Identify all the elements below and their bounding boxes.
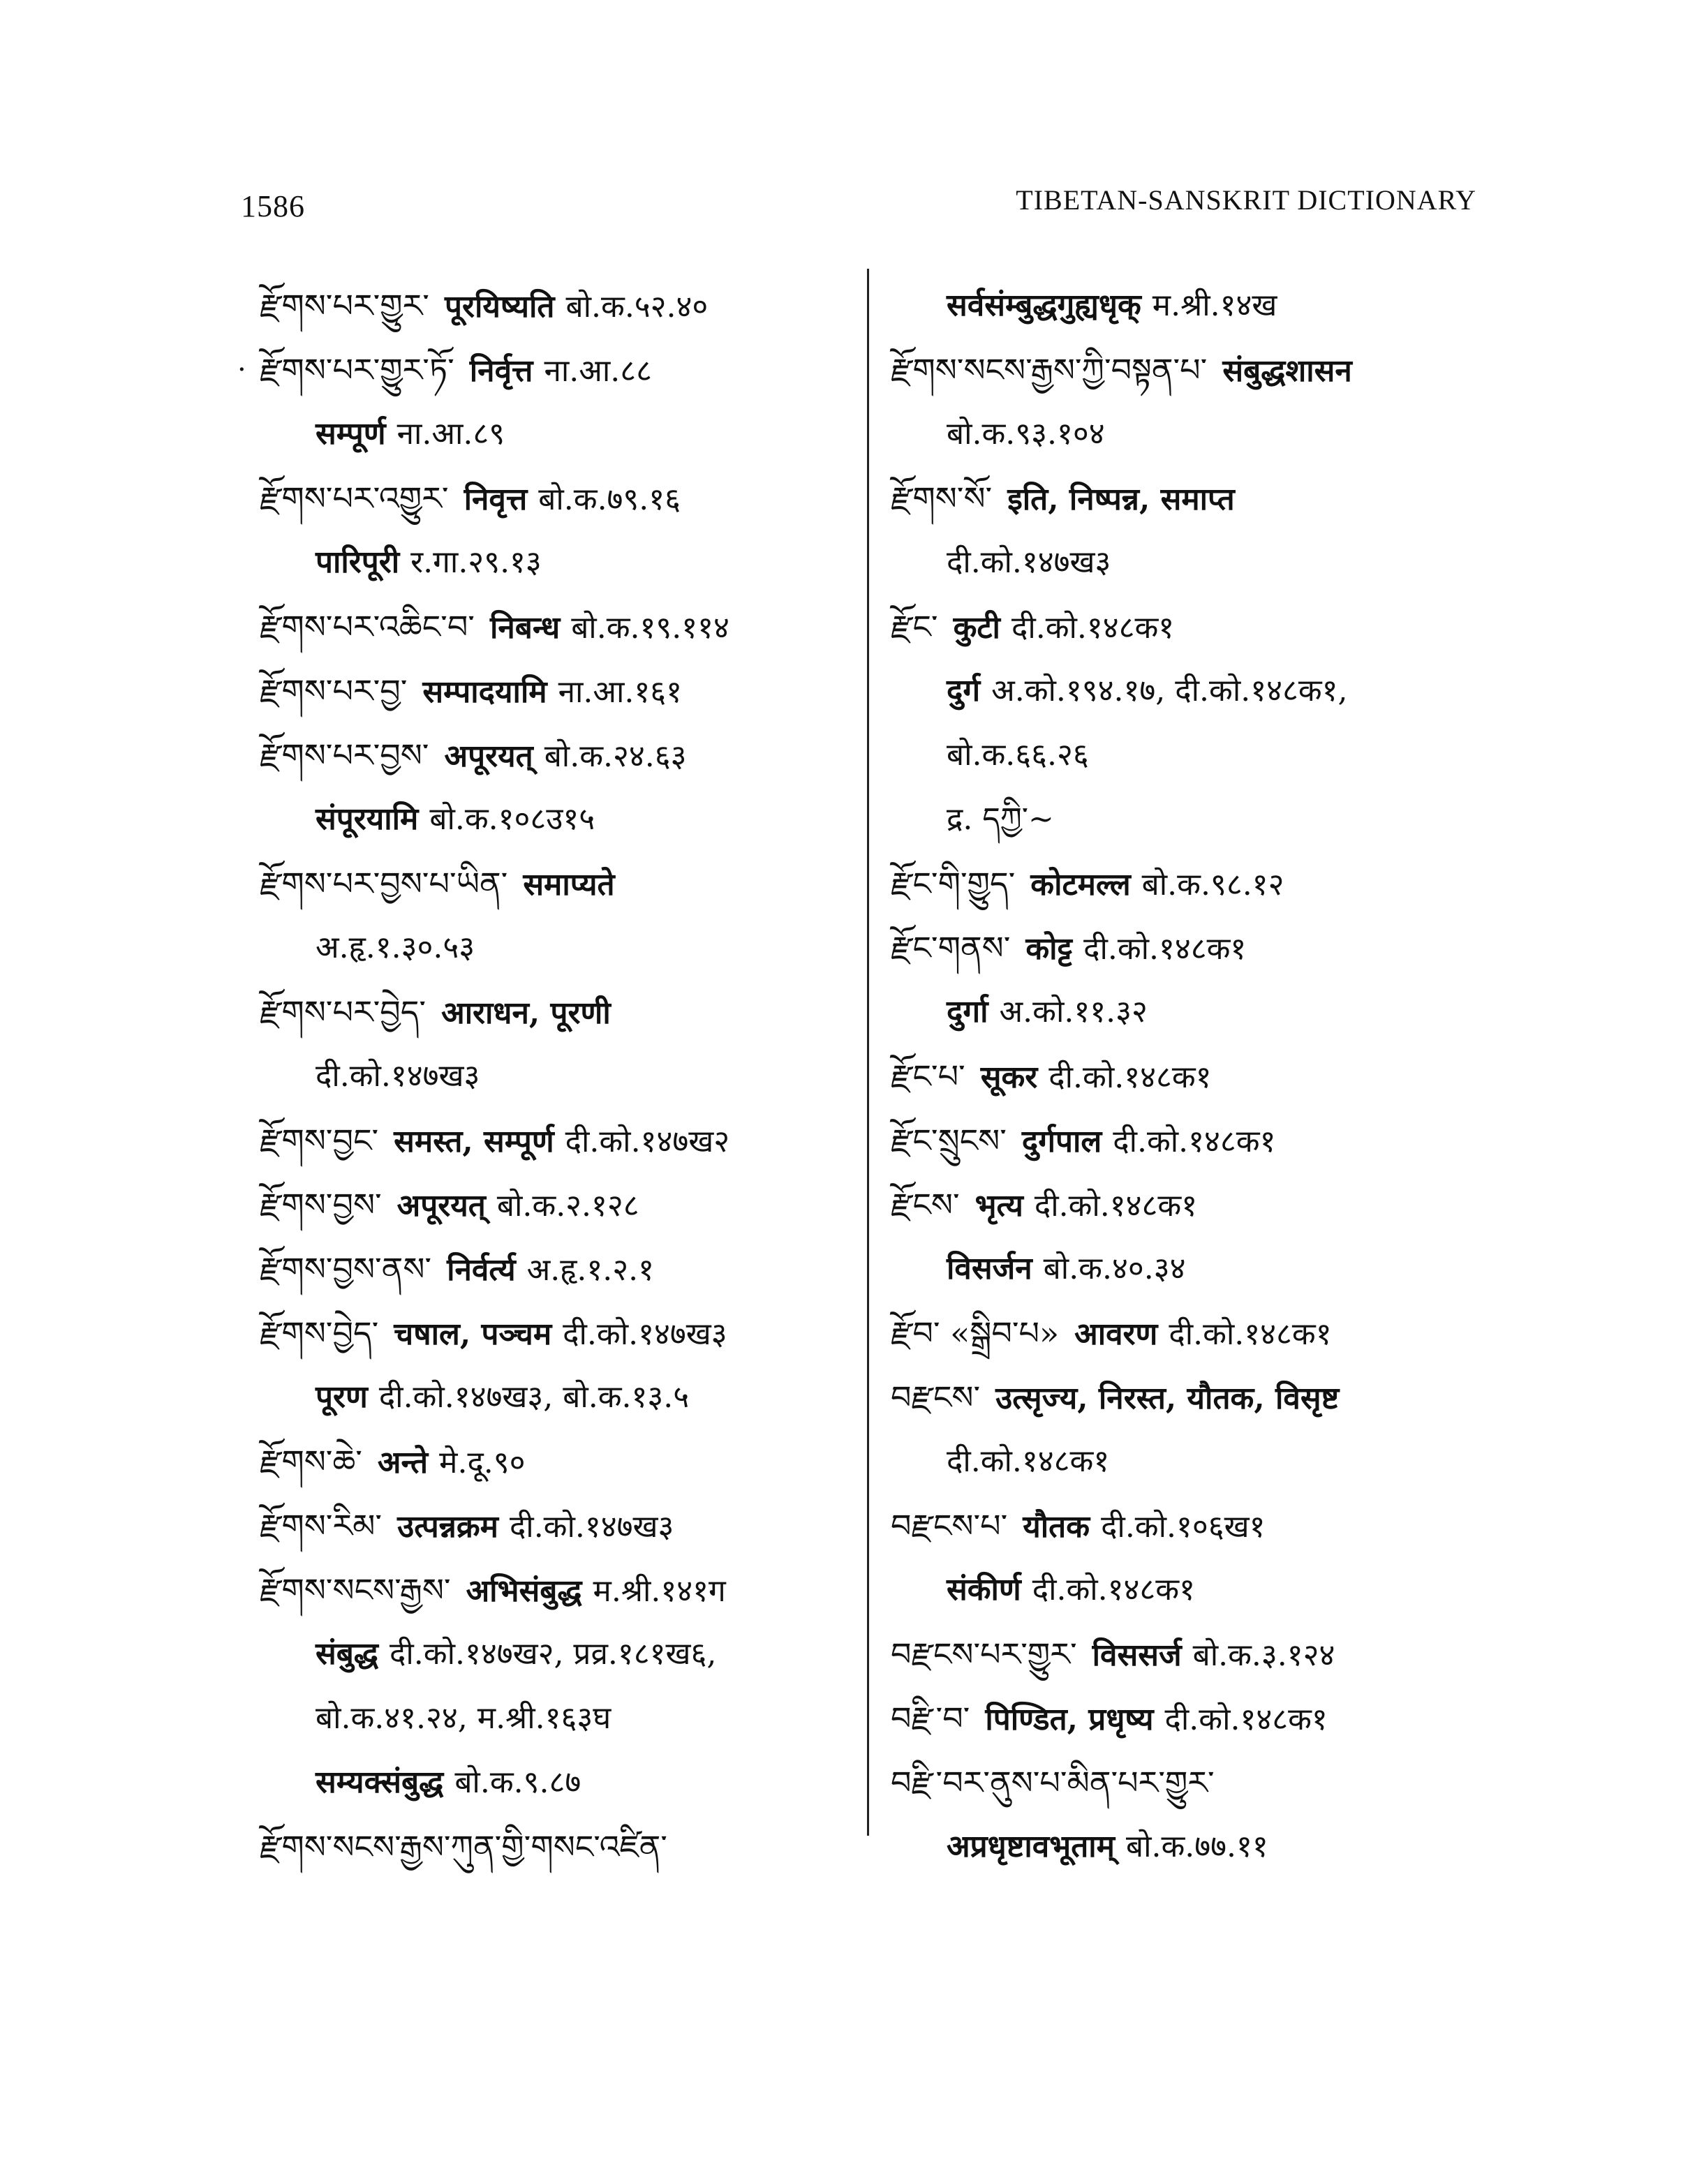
dictionary-entry	[891, 1173, 1491, 1237]
source-reference: दी.को.१४७ख३	[563, 1316, 727, 1352]
dictionary-entry	[891, 595, 1491, 659]
source-reference: बो.क.९३.१०४	[947, 416, 1105, 452]
sanskrit-equivalent: सम्यक्संबुद्ध	[316, 1765, 444, 1800]
dictionary-entry	[891, 1301, 1491, 1365]
sanskrit-equivalent: अभिसंबुद्ध	[466, 1573, 582, 1609]
source-reference: ना.आ.१६१	[558, 674, 682, 710]
sanskrit-equivalent: सर्वसंम्बुद्धगुह्यधृक्	[947, 288, 1141, 323]
sanskrit-equivalent: यौतक	[1023, 1509, 1090, 1545]
margin-mark: ·	[237, 354, 246, 386]
sanskrit-equivalent: कुटी	[953, 610, 1000, 646]
tibetan-headword: བརྫངས་པར་གྱུར་	[891, 1635, 1077, 1673]
sanskrit-equivalent: सम्पादयामि	[422, 674, 547, 710]
tibetan-headword: བརྫངས་པ་	[891, 1507, 1008, 1545]
source-reference: अ.को.११.३२	[999, 994, 1148, 1030]
sanskrit-equivalent: अपूरयत्	[444, 738, 533, 774]
right-column	[891, 274, 1491, 1879]
tibetan-headword: རྫོགས་པར་འགྱུར་	[260, 480, 449, 517]
source-reference: अ.हृ.१.२.१	[526, 1252, 655, 1288]
tibetan-headword: རྫོགས་པར་བྱས་	[260, 736, 429, 774]
tibetan-headword: རྫོགས་པར་འཆིང་བ་	[260, 608, 475, 646]
dictionary-subline	[891, 530, 1491, 595]
sanskrit-equivalent: निबन्ध	[489, 610, 561, 646]
tibetan-headword: རྫོགས་སངས་རྒྱས་ཀྱི་བསྟན་པ་	[891, 351, 1208, 389]
source-reference: दी.को.१४८क१	[1169, 1316, 1332, 1352]
sanskrit-equivalent: विसर्जन	[947, 1251, 1032, 1286]
tibetan-headword: བརྫངས་	[891, 1379, 981, 1416]
source-reference: द्र. དཀྱི་~	[947, 801, 1054, 837]
tibetan-headword: རྫོགས་པར་གྱུར་ཏོ་	[260, 351, 454, 389]
source-reference: दी.को.१४७ख३	[316, 1058, 480, 1094]
source-reference: म.श्री.१४१ग	[593, 1573, 726, 1609]
sanskrit-equivalent: सम्पूर्ण	[316, 416, 386, 452]
sanskrit-equivalent: विससर्ज	[1092, 1637, 1182, 1673]
dictionary-entry	[260, 852, 846, 916]
sanskrit-equivalent: उत्सृज्य, निरस्त, यौतक, विसृष्ट	[995, 1381, 1340, 1416]
source-reference: बो.क.३.१२४	[1192, 1637, 1335, 1673]
source-reference: दी.को.१४८क१	[1048, 1060, 1212, 1095]
dictionary-subline	[260, 402, 846, 466]
dictionary-entry	[891, 1044, 1491, 1108]
dictionary-entry	[891, 338, 1491, 402]
dictionary-entry	[891, 1686, 1491, 1751]
source-reference: बो.क.६६.२६	[947, 737, 1089, 773]
dictionary-entry	[260, 980, 846, 1044]
dictionary-entry	[891, 1751, 1491, 1815]
source-reference: बो.क.९.८७	[454, 1765, 581, 1800]
sanskrit-equivalent: पारिपूरी	[316, 544, 400, 580]
tibetan-headword: རྫོགས་བྱང་	[260, 1122, 379, 1159]
dictionary-entry	[891, 1622, 1491, 1686]
sanskrit-equivalent: समस्त, सम्पूर्ण	[394, 1124, 554, 1159]
tibetan-headword: རྫོང་གནས་	[891, 929, 1011, 967]
dictionary-subline	[260, 1622, 846, 1686]
dictionary-subline	[891, 787, 1491, 852]
sanskrit-equivalent: दुर्गपाल	[1021, 1124, 1102, 1159]
source-reference: र.गा.२९.१३	[410, 544, 542, 580]
dictionary-entry	[260, 659, 846, 723]
tibetan-headword: རྫོང་སྲུངས་	[891, 1122, 1007, 1159]
tibetan-headword: རྫོང་	[891, 608, 938, 646]
tibetan-headword: རྫོགས་པར་གྱུར་	[260, 287, 429, 325]
dictionary-entry	[891, 916, 1491, 980]
sanskrit-equivalent: पूरयिष्यति	[444, 289, 555, 325]
sanskrit-equivalent: संबुद्धशासन	[1222, 353, 1352, 389]
dictionary-entry	[260, 1494, 846, 1558]
dictionary-subline	[891, 274, 1491, 338]
source-reference: बो.क.२४.६३	[544, 738, 687, 774]
tibetan-headword: རྫོགས་བྱས་ནས་	[260, 1250, 432, 1288]
page-number: 1586	[241, 189, 305, 223]
dictionary-entry	[891, 1108, 1491, 1173]
sanskrit-equivalent: आराधन, पूरणी	[441, 995, 611, 1031]
dictionary-subline	[260, 1044, 846, 1108]
dictionary-entry	[260, 1173, 846, 1237]
source-reference: दी.को.१४८क१	[1034, 1188, 1198, 1224]
tibetan-headword: རྫོགས་སོ་	[891, 480, 993, 517]
sanskrit-equivalent: भृत्य	[974, 1188, 1023, 1224]
tibetan-headword: རྫོང་པ་	[891, 1057, 965, 1095]
source-reference: दी.को.१४७ख३	[509, 1509, 674, 1545]
dictionary-entry	[260, 1429, 846, 1494]
dictionary-entry	[260, 274, 846, 338]
source-reference: दी.को.१४८क१	[1032, 1572, 1195, 1607]
dictionary-entry	[260, 1558, 846, 1622]
source-reference: मे.दू.९०	[439, 1445, 526, 1480]
tibetan-headword: རྫོགས་པར་བྱས་པ་ཡིན་	[260, 865, 508, 902]
sanskrit-equivalent: कोट्ट	[1025, 931, 1073, 967]
source-reference: दी.को.१४८क१	[1083, 931, 1247, 967]
sanskrit-equivalent: संकीर्ण	[947, 1572, 1021, 1607]
dictionary-entry	[891, 1365, 1491, 1429]
sanskrit-equivalent: दुर्ग	[947, 673, 981, 708]
source-reference: बो.क.४१.२४, म.श्री.१६३घ	[316, 1700, 611, 1736]
dictionary-subline	[891, 1237, 1491, 1301]
source-reference: अ.को.१९४.१७, दी.को.१४८क१,	[991, 673, 1348, 708]
source-reference: दी.को.१४७ख२, प्रव्र.१८१ख६,	[390, 1636, 717, 1672]
sanskrit-equivalent: अप्रधृष्टावभूताम्	[947, 1829, 1115, 1864]
sanskrit-equivalent: संपूरयामि	[316, 801, 419, 837]
dictionary-subline	[260, 787, 846, 852]
left-column	[237, 274, 846, 1879]
dictionary-subline	[891, 402, 1491, 466]
tibetan-headword: རྫོང་གི་གྱུད་	[891, 865, 1016, 902]
dictionary-entry	[260, 1301, 846, 1365]
source-reference: दी.को.१०६ख१	[1101, 1509, 1266, 1545]
dictionary-entry	[260, 466, 846, 530]
tibetan-headword: རྫོགས་བྱས་	[260, 1186, 382, 1224]
dictionary-entry	[891, 466, 1491, 530]
dictionary-entry	[891, 1494, 1491, 1558]
tibetan-headword: རྫོབ་ «སྒྲིབ་པ»	[891, 1314, 1060, 1352]
dictionary-entry	[260, 595, 846, 659]
source-reference: बो.क.७९.१६	[538, 482, 681, 517]
dictionary-entry	[260, 723, 846, 787]
tibetan-headword: རྫོངས་	[891, 1186, 960, 1224]
column-divider	[867, 269, 869, 1836]
source-reference: ना.आ.८९	[396, 416, 505, 452]
tibetan-headword: རྫོགས་རིམ་	[260, 1507, 383, 1545]
source-reference: दी.को.१४८क१	[1164, 1702, 1328, 1737]
source-reference: दी.को.१४८क१	[1113, 1124, 1276, 1159]
dictionary-subline	[891, 659, 1491, 723]
dictionary-subline	[260, 1686, 846, 1751]
dictionary-entry	[260, 1108, 846, 1173]
sanskrit-equivalent: संबुद्ध	[316, 1636, 379, 1672]
dictionary-subline	[891, 1558, 1491, 1622]
dictionary-subline	[260, 1365, 846, 1429]
dictionary-entry	[891, 852, 1491, 916]
sanskrit-equivalent: अन्ते	[377, 1445, 429, 1480]
sanskrit-equivalent: सूकर	[980, 1060, 1038, 1095]
source-reference: दी.को.१४७ख३, बो.क.१३.५	[378, 1379, 690, 1415]
source-reference: दी.को.१४८क१	[947, 1443, 1110, 1479]
tibetan-headword: བརྫི་བ་	[891, 1700, 970, 1737]
sanskrit-equivalent: निर्वृत्त	[469, 353, 533, 389]
source-reference: ना.आ.८८	[544, 353, 652, 389]
dictionary-subline	[260, 1751, 846, 1815]
sanskrit-equivalent: उत्पन्नक्रम	[397, 1509, 498, 1545]
sanskrit-equivalent: पूरण	[316, 1379, 368, 1415]
tibetan-headword: བརྫི་བར་ནུས་པ་མིན་པར་གྱུར་	[891, 1764, 1215, 1802]
sanskrit-equivalent: समाप्यते	[523, 867, 615, 902]
running-head: TIBETAN-SANSKRIT DICTIONARY	[1016, 184, 1476, 216]
sanskrit-equivalent: पिण्डित, प्रधृष्य	[985, 1702, 1154, 1737]
sanskrit-equivalent: अपूरयत्	[396, 1188, 486, 1224]
dictionary-entry	[260, 1237, 846, 1301]
source-reference: बो.क.७७.११	[1126, 1829, 1268, 1864]
sanskrit-equivalent: निर्वर्त्य	[447, 1252, 516, 1288]
source-reference: बो.क.१९.११४	[571, 610, 729, 646]
source-reference: बो.क.४०.३४	[1043, 1251, 1186, 1286]
sanskrit-equivalent: दुर्गा	[947, 994, 988, 1030]
sanskrit-equivalent: इति, निष्पन्न, समाप्त	[1007, 482, 1235, 517]
tibetan-headword: རྫོགས་བྱེད་	[260, 1314, 379, 1352]
sanskrit-equivalent: चषाल, पञ्चम	[394, 1316, 552, 1352]
tibetan-headword: རྫོགས་པར་བྱ་	[260, 672, 408, 710]
dictionary-subline	[891, 980, 1491, 1044]
tibetan-headword: རྫོགས་སངས་རྒྱས་	[260, 1571, 451, 1609]
tibetan-headword: རྫོགས་པར་བྱེད་	[260, 993, 427, 1031]
source-reference: म.श्री.१४ख	[1152, 288, 1277, 323]
dictionary-subline	[260, 916, 846, 980]
dictionary-subline	[891, 723, 1491, 787]
dictionary-subline	[891, 1815, 1491, 1879]
source-reference: बो.क.२.१२८	[496, 1188, 639, 1224]
source-reference: बो.क.९८.१२	[1141, 867, 1284, 902]
sanskrit-equivalent: निवृत्त	[464, 482, 528, 517]
tibetan-headword: རྫོགས་སངས་རྒྱས་ཀུན་གྱི་གསང་འཛིན་	[260, 1828, 667, 1866]
dictionary-entry	[260, 1815, 846, 1879]
sanskrit-equivalent: कोटमल्ल	[1030, 867, 1131, 902]
source-reference: अ.हृ.१.३०.५३	[316, 930, 475, 965]
source-reference: दी.को.१४७ख२	[565, 1124, 730, 1159]
dictionary-subline	[891, 1429, 1491, 1494]
sanskrit-equivalent: आवरण	[1074, 1316, 1158, 1352]
dictionary-subline	[260, 530, 846, 595]
dictionary-entry	[237, 338, 846, 402]
source-reference: दी.को.१४८क१	[1011, 610, 1175, 646]
source-reference: दी.को.१४७ख३	[947, 544, 1111, 580]
tibetan-headword: རྫོགས་ཆེ་	[260, 1443, 362, 1480]
source-reference: बो.क.५२.४०	[565, 289, 709, 325]
source-reference: बो.क.१०८उ१५	[429, 801, 595, 837]
